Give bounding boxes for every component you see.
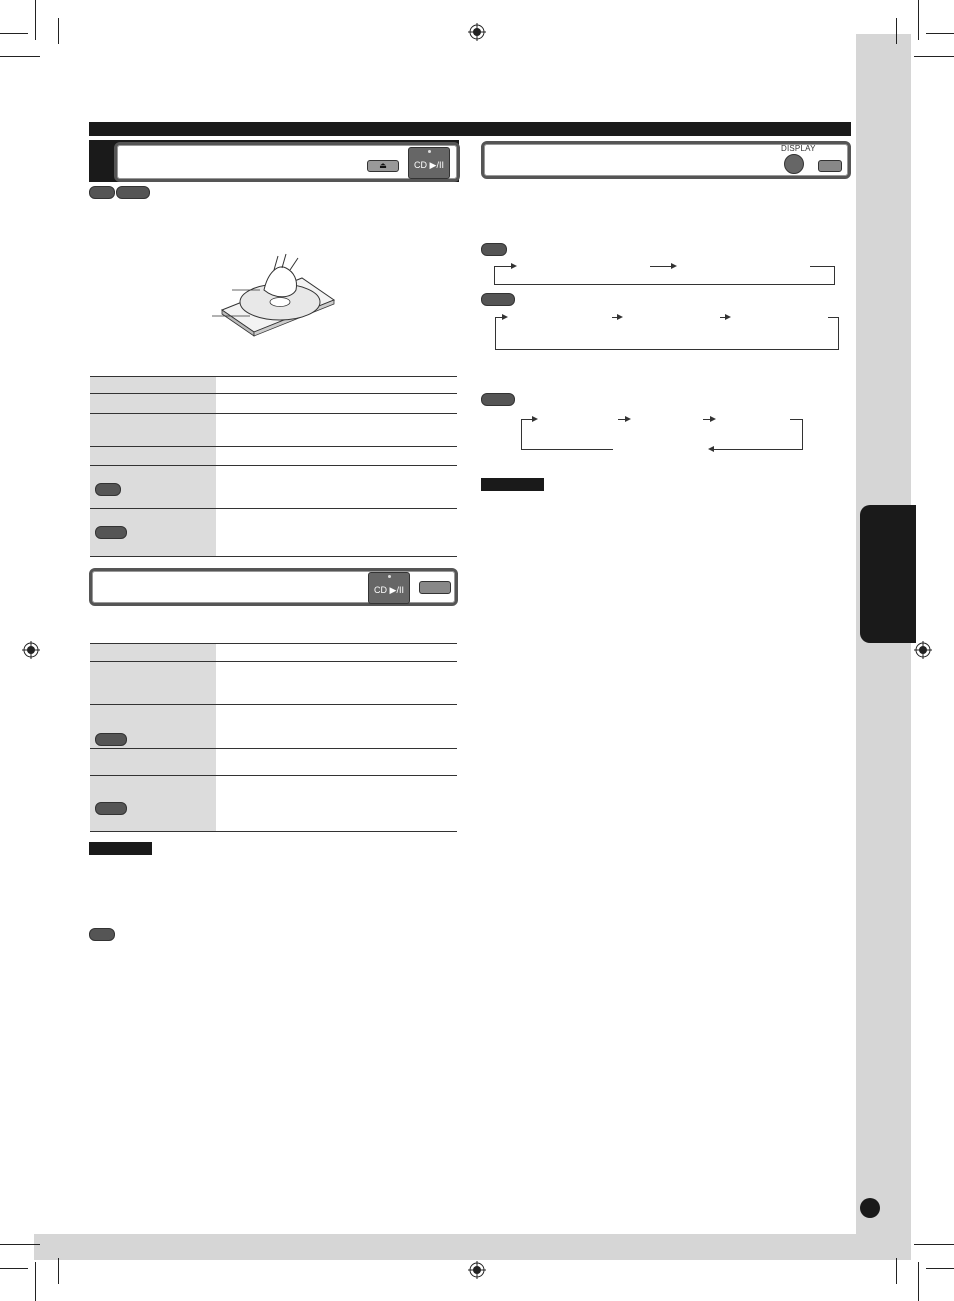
- table-row: [90, 643, 457, 662]
- crop-mark: [0, 33, 28, 34]
- arrow-left-icon: [708, 446, 714, 452]
- registration-mark-icon: [468, 1261, 486, 1279]
- table-cell-label: [90, 509, 216, 557]
- registration-mark-icon: [22, 641, 40, 659]
- table-row: [90, 704, 457, 749]
- disc-tray-illustration: [212, 250, 342, 338]
- disc-type-badge: [481, 243, 507, 256]
- disc-type-badge: [481, 393, 515, 406]
- table-row: [90, 376, 457, 394]
- table-row: [90, 393, 457, 414]
- crop-mark: [918, 1262, 919, 1301]
- eject-icon: ⏏: [379, 161, 387, 170]
- page-margin-bottom: [34, 1234, 911, 1260]
- eject-button[interactable]: [367, 160, 399, 172]
- note-heading-bar: [89, 842, 152, 855]
- arrow-right-icon: [502, 314, 508, 320]
- table-row: [90, 413, 457, 447]
- note-heading-bar: [481, 478, 544, 491]
- arrow-right-icon: [617, 314, 623, 320]
- arrow-right-icon: [532, 416, 538, 422]
- table-border: [90, 831, 457, 832]
- remote-button[interactable]: [818, 160, 842, 172]
- table-cell-label: [90, 377, 216, 394]
- table-cell-label: [90, 644, 216, 662]
- remote-button[interactable]: [419, 581, 451, 594]
- crop-mark: [918, 0, 919, 40]
- crop-mark: [896, 18, 897, 44]
- indicator-dot-icon: [428, 150, 431, 153]
- table-cell-label: [90, 447, 216, 466]
- table-cell-label: [90, 705, 216, 749]
- crop-mark: [926, 33, 954, 34]
- disc-type-badge: [481, 293, 515, 306]
- arrow-right-icon: [710, 416, 716, 422]
- table-row: [90, 508, 457, 557]
- registration-mark-icon: [914, 641, 932, 659]
- arrow-right-icon: [725, 314, 731, 320]
- cd-play-pause-button[interactable]: [368, 572, 410, 604]
- table-cell-label: [90, 394, 216, 414]
- cd-play-pause-button[interactable]: [408, 147, 450, 179]
- crop-mark: [896, 1258, 897, 1284]
- crop-mark: [914, 1244, 954, 1245]
- registration-mark-icon: [468, 23, 486, 41]
- crop-mark: [0, 1244, 40, 1245]
- crop-mark: [35, 0, 36, 40]
- disc-type-badge: [116, 186, 150, 199]
- crop-mark: [926, 1268, 954, 1269]
- indicator-dot-icon: [388, 575, 391, 578]
- display-button-label: DISPLAY: [781, 144, 816, 153]
- disc-type-badge: [95, 802, 127, 815]
- table-cell-label: [90, 662, 216, 705]
- disc-type-badge: [89, 186, 115, 199]
- table-cell-label: [90, 776, 216, 832]
- chapter-side-tab: [860, 505, 916, 643]
- table-row: [90, 465, 457, 509]
- arrow-right-icon: [625, 416, 631, 422]
- arrow-right-icon: [511, 263, 517, 269]
- crop-mark: [58, 1258, 59, 1284]
- crop-mark: [35, 1262, 36, 1301]
- table-row: [90, 748, 457, 776]
- table-border: [90, 556, 457, 557]
- crop-mark: [0, 56, 40, 57]
- disc-type-badge: [95, 483, 121, 496]
- table-cell-label: [90, 466, 216, 509]
- crop-mark: [0, 1268, 28, 1269]
- cd-button-label: CD ▶/II: [414, 159, 444, 170]
- cd-button-label: CD ▶/II: [374, 584, 404, 595]
- disc-type-badge: [95, 526, 127, 539]
- table-cell-label: [90, 414, 216, 447]
- crop-mark: [914, 56, 954, 57]
- table-row: [90, 775, 457, 832]
- table-row: [90, 446, 457, 466]
- disc-type-badge: [89, 928, 115, 941]
- display-button[interactable]: [784, 154, 804, 174]
- page-number-circle: [860, 1198, 880, 1218]
- disc-type-badge: [95, 733, 127, 746]
- arrow-right-icon: [671, 263, 677, 269]
- table-row: [90, 661, 457, 705]
- table-cell-label: [90, 749, 216, 776]
- section-header-bar: [89, 122, 851, 136]
- crop-mark: [58, 18, 59, 44]
